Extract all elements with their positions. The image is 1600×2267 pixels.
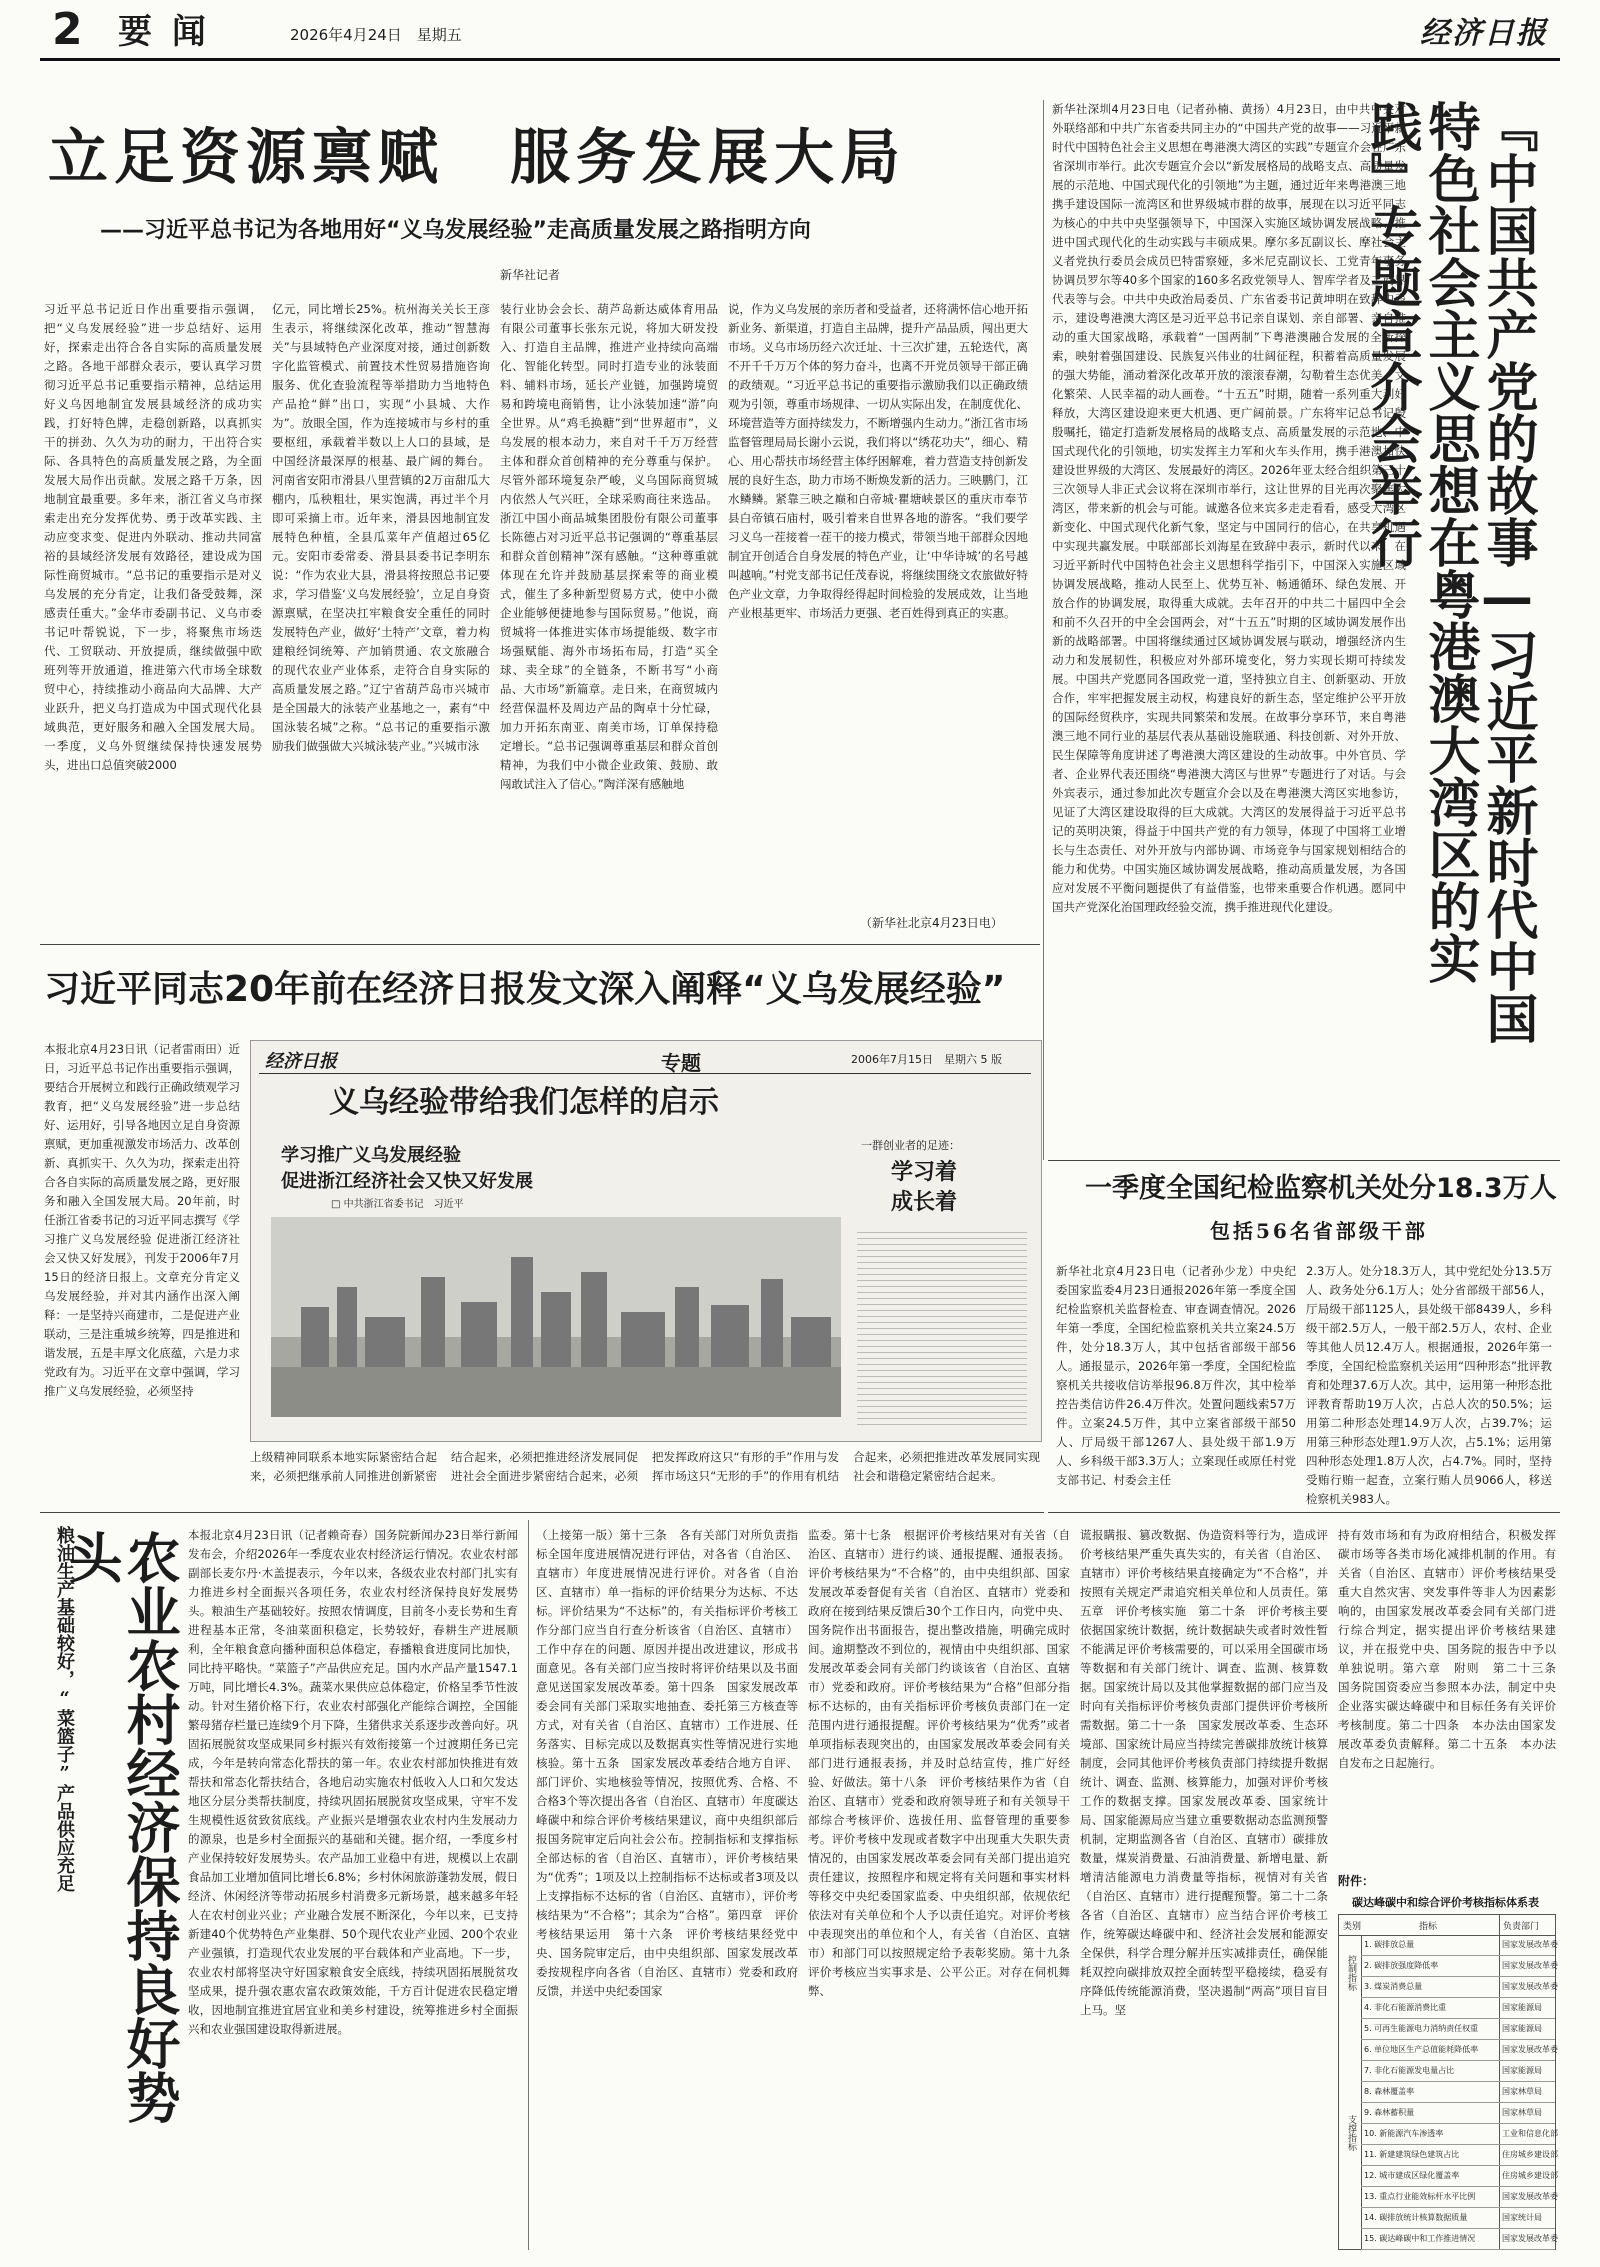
annex-indicator-cell: 5. 可再生能源电力消纳责任权重 — [1364, 2024, 1479, 2033]
clipping-article-title-1: 学习推广义乌发展经验 — [281, 1145, 461, 1166]
agri-headline: 农业农村经济保持良好势头 — [60, 1530, 181, 2124]
clipping-side-title-2: 成长着 — [891, 1190, 958, 1215]
masthead-rule — [40, 58, 1560, 61]
annex-row — [1361, 1977, 1558, 1998]
annex-department-cell: 国家林草局 — [1502, 2087, 1542, 2096]
annex-department-cell: 住房城乡建设部 — [1502, 2150, 1558, 2159]
issue-date: 2026年4月24日 星期五 — [290, 26, 462, 44]
annex-group-control: 控制指标 — [1346, 1955, 1356, 1991]
lead-headline: 立足资源禀赋 服务发展大局 — [48, 123, 906, 193]
annex-indicator-cell: 14. 碳排放统计核算数据质量 — [1364, 2213, 1468, 2222]
discipline-subheadline: 包括56名省部级干部 — [1210, 1219, 1428, 1243]
clipping-paper-name: 经济日报 — [265, 1051, 337, 1072]
discipline-column-1: 新华社北京4月23日电（记者孙少龙）中央纪委国家监委4月23日通报2026年第一季度全国纪检监察机关监督检查、审查调查情况。2026年第一季度，全国纪检监察机关共立案24.5万件，处分18.3万人，其中包括省部级干部56人。通报显示，2026年第一季度，全国纪检监察机关共接收信访举报96.8万件次，其中检举控告类信访件26.4万件次。处置问题线索57万件。立案24.5万件，其中立案省部级干部50人、厅局级干部1267人、县处级干部1.9万人、乡科级干部3.3万人；立案现任或原任村党支部书记、村委会主任 — [1056, 1264, 1296, 1487]
lead-byline: 新华社记者 — [500, 268, 561, 282]
annex-department-cell: 国家发展改革委 — [1502, 2045, 1558, 2054]
clipping-date: 2006年7月15日 星期六 5 版 — [851, 1053, 1002, 1066]
annex-row — [1361, 2145, 1558, 2166]
annex-head-indicator: 指标 — [1419, 1922, 1438, 1932]
page-number: 2 — [52, 4, 83, 55]
annex-row — [1361, 2166, 1558, 2187]
clipping-headline: 义乌经验带给我们怎样的启示 — [329, 1085, 719, 1120]
annex-indicator-cell: 4. 非化石能源消费比重 — [1364, 2003, 1447, 2012]
annex-row — [1361, 2040, 1558, 2061]
annex-indicator-cell: 7. 非化石能源发电量占比 — [1364, 2066, 1455, 2075]
annex-row — [1361, 2208, 1555, 2229]
feature-vertical-title: 『中国共产党的故事—习近平新时代中国特色社会主义思想在粤港澳大湾区的实践』专题宣介会举行 — [1361, 100, 1537, 1044]
annex-department-cell: 住房城乡建设部 — [1502, 2171, 1558, 2180]
annex-department-cell: 国家能源局 — [1502, 2024, 1542, 2033]
annex-indicator-cell: 3. 煤炭消费总量 — [1364, 1982, 1423, 1991]
second-story-bottom-text: 上级精神同联系本地实际紧密结合起来，必须把继承前人同推进创新紧密结合起来，必须把推进经济发展同促进社会全面进步紧密结合起来，必须把发挥政府这只“有形的手”作用与发挥市场这只“无形的手”的作用有机结合起来，必须把推进改革发展同实现社会和谐稳定紧密结合起来。 — [250, 1450, 1040, 1483]
annex-head-category: 类别 — [1343, 1922, 1362, 1932]
paper-logo: 经济日报 — [1420, 16, 1548, 51]
annex-table — [1338, 1914, 1556, 2250]
annex-department-cell: 国家林草局 — [1502, 2108, 1542, 2117]
annex-row — [1361, 2103, 1555, 2124]
annex-head-department: 负责部门 — [1503, 1922, 1540, 1932]
lead-subheadline: ——习近平总书记为各地用好“义乌发展经验”走高质量发展之路指明方向 — [100, 218, 811, 243]
clipping-article-title-2: 促进浙江经济社会又快又好发展 — [281, 1171, 533, 1192]
regulation-column-2: 监委。第十七条 根据评价考核结果对有关省（自治区、直辖市）进行约谈、通报提醒、通报表扬。评价考核结果为“不合格”的，由中央组织部、国家发展改革委督促有关省（自治区、直辖市）党委和政府在接到结果反馈后30个工作日内，向党中央、国务院作出书面报告，提出整改措施，明确完成时间。逾期整改不到位的，视情由中央组织部、国家发展改革委会同有关部门约谈该省（自治区、直辖市）党委和政府。评价考核结果为“合格”但部分指标不达标的，由有关指标评价考核负责部门在一定范围内进行通报提醒。评价考核结果为“优秀”或者单项指标表现突出的，由国家发展改革委会同有关部门进行通报表扬，并及时总结宣传，推广好经验、好做法。第十八条 评价考核结果作为省（自治区、直辖市）党委和政府领导班子和有关领导干部综合考核评价、选拔任用、监督管理的重要参考。评价考核中发现或者数字中出现重大失职失责情况的，由国家发展改革委会同有关部门提出追究责任建议，按照程序和规定将有关问题和事实材料等移交中央纪委国家监委、中央组织部，依规依纪依法对有关单位和个人予以责任追究。对评价考核中表现突出的单位和个人，有关省（自治区、直辖市）和部门可以按照规定给予表彰奖励。第十九条 评价考核应当实事求是、公平公正。对存在伺机舞弊、 — [808, 1528, 1082, 1998]
lead-column-4: 说，作为义乌发展的亲历者和受益者，还将满怀信心地开拓新业务、新渠道，打造自主品牌，提升产品品质，闯出更大市场。义乌市场历经六次迁址、十三次扩建，五轮迭代，离不开千千万万个体的努力奋斗，也离不开党员领导干部正确的政绩观。“习近平总书记的重要指示激励我们以正确政绩观为引领，尊重市场规律、一切从实际出发，在制度优化、环境营造等方面持续发力，不断增强内生动力。”浙江省市场监督管理局局长谢小云说，我们将以“绣花功夫”，细心、精心、用心帮扶市场经营主体纾困解难，着力营造支持创新发展的良好生态，助力市场不断焕发新的活力。三映鹏门，江水鳞鳞。紧靠三映之巅和白帝城·瞿塘峡景区的重庆市奉节县白帝镇石庙村，吸引着来自世界各地的游客。“我们要学习义乌一茬接着一茬干的接力模式，带领当地干部群众因地制宜开创适合自身发展的特色产业，让‘中华诗城’的名号越叫越响。”村党支部书记任茂春说，将继续围绕文农旅做好特色产业文章，力争取得经得起时间检验的发展成效，让当地产业根基更牢、市场活力更强、老百姓得到真正的实惠。 — [728, 302, 1028, 620]
second-headline: 习近平同志20年前在经济日报发文深入阐释“义乌发展经验” — [44, 969, 1006, 1010]
clipping-side-text — [857, 1227, 1027, 1427]
annex-indicator-cell: 15. 碳达峰碳中和工作推进情况 — [1364, 2234, 1476, 2243]
clipping-article-byline: □ 中共浙江省委书记 习近平 — [331, 1199, 464, 1210]
discipline-headline: 一季度全国纪检监察机关处分18.3万人 — [1085, 1173, 1557, 1204]
annex-indicator-cell: 6. 单位地区生产总值能耗降低率 — [1364, 2045, 1479, 2054]
annex-indicator-cell: 8. 森林覆盖率 — [1364, 2087, 1415, 2096]
annex-group-support: 支撑指标 — [1346, 2115, 1356, 2151]
annex-row — [1361, 1956, 1558, 1977]
lead-column-1: 习近平总书记近日作出重要指示强调，把“义乌发展经验”进一步总结好、运用好，探索走出符合各自实际的高质量发展之路。各地干部群众表示，要认真学习贯彻习近平总书记重要指示精神，总结运用好义乌因地制宜发展县域经济的成功实践，打好特色牌，走稳创新路，以真抓实干的拼劲、久久为功的耐力，干出符合实际、各具特色的高质量发展之路，为全面发展大局作出贡献。发展之路千万条，因地制宜最重要。多年来，浙江省义乌市探索走出充分发挥优势、勇于改革实践、主动应变求变、促进内外联动、推动共同富裕的县域经济发展有效路径，建设成为国际性商贸城市。“总书记的重要指示是对义乌发展的充分肯定，让我们备受鼓舞，深感责任重大。”金华市委副书记、义乌市委书记叶帮锐说，下一步，将聚焦市场迭代、工贸联动、开放提质，继续做强中欧班列等开放通道，推进第六代市场全球数贸中心，持续推动小商品向大品牌、大产业跃升，把义乌打造成为中国式现代化县域典范，更好服务和融入全国发展大局。一季度，义乌外贸继续保持快速发展势头，进出口总值突破2000 — [44, 302, 262, 772]
annex-title: 碳达峰碳中和综合评价考核指标体系表 — [1352, 1896, 1539, 1909]
annex-department-cell: 国家统计局 — [1502, 2213, 1542, 2222]
annex-department-cell: 国家能源局 — [1502, 2003, 1542, 2012]
clipping-city-photo — [271, 1217, 841, 1417]
annex-indicator-cell: 1. 碳排放总量 — [1364, 1940, 1415, 1949]
agri-kicker: 粮油生产基础较好，“菜篮子”产品供应充足 — [54, 1526, 75, 1892]
clipping-section: 专题 — [661, 1051, 701, 1075]
section-label: 要 闻 — [118, 12, 210, 52]
annex-row — [1361, 2019, 1555, 2040]
annex-row — [1361, 1935, 1558, 1956]
annex-label: 附件： — [1338, 1874, 1375, 1888]
lead-column-3: 装行业协会会长、葫芦岛新达威体育用品有限公司董事长张东元说，将加大研发投入、打造自主品牌，推进产业持续向高端化、智能化转型。同时打造专业的泳装面料、辅料市场，延长产业链，加强跨境贸易和跨境电商销售，让小泳装加速“游”向全世界。从“鸡毛换糖”到“世界超市”，义乌发展的根本动力，来自对千千万万经营主体和群众首创精神的充分尊重与保护。尽管外部环境复杂严峻，义乌国际商贸城内依然人气兴旺，全球采购商往来选品。浙江中国小商品城集团股份有限公司董事长陈德占对习近平总书记强调的“尊重基层和群众首创精神”深有感触。“这种尊重就体现在允许并鼓励基层探索等的商业模式，催生了多种新型贸易方式，使中小微企业能够便捷地参与国际贸易。”他说，商贸城将一体推进实体市场提能级、数字市场强赋能、海外市场拓布局，打造“买全球、卖全球”的全链条，不断书写“小商品、大市场”新篇章。走日来，在商贸城内经营保温杯及周边产品的陶卓十分忙碌，加力开拓东南亚、南美市场，订单保持稳定增长。“总书记强调尊重基层和群众首创精神，为我们中小微企业政策、鼓励、敢闯敢试注入了信心。”陶洋深有感触地 — [500, 302, 718, 791]
annex-department-cell: 国家发展改革委 — [1502, 1961, 1558, 1970]
annex-department-cell: 国家能源局 — [1502, 2066, 1542, 2075]
regulation-column-4: 持有效市场和有为政府相结合，积极发挥碳市场等各类市场化减排机制的作用。有关省（自治区、直辖市）评价考核结果受重大自然灾害、突发事件等非人为因素影响的，由国家发展改革委会同有关部门进行综合判定，据实提出评价考核结果建议，并在报党中央、国务院的报告中予以单独说明。第六章 附则 第二十三条 国务院国资委应当参照本办法，制定中央企业落实碳达峰碳中和目标任务有关评价考核制度。第二十四条 本办法由国家发展改革委负责解释。第二十五条 本办法自发布之日起施行。 — [1338, 1528, 1568, 1770]
annex-indicator-cell: 11. 新建建筑绿色建筑占比 — [1364, 2150, 1460, 2159]
feature-text: 新华社深圳4月23日电（记者孙楠、黄扬）4月23日，由中共中央对外联络部和中共广东省委共同主办的“中国共产党的故事——习近平新时代中国特色社会主义思想在粤港澳大湾区的实践”专题宣介会在广东省深圳市举行。此次专题宣介会以“新发展格局的战略支点、高质量发展的示范地、中国式现代化的引领地”为主题，通过近年来粤港澳三地携手建设国际一流湾区和世界级城市群的故事，展现在以习近平同志为核心的中共中央坚强领导下，中国深入实施区域协调发展战略、推进中国式现代化的生动实践与丰硕成果。摩尔多瓦副议长、摩社会主义者党执行委员会成员巴特雷察娅，多米尼克副议长、工党青年事务协调员罗尔等40多个国家的160多名政党领导人、智库学者及工商界代表等与会。中共中央政治局委员、广东省委书记黄坤明在致辞中表示，建设粤港澳大湾区是习近平总书记亲自谋划、亲自部署、亲自推动的重大国家战略，承载着“一国两制”下粤港澳融合发展的全新探索，映射着强国建设、民族复兴伟业的壮阔征程，积蓄着高质量发展的强大势能，涌动着深化改革开放的滚滚春潮，勾勒着生态优美、文化繁荣、人民幸福的动人画卷。“十五五”时期，随着一系列重大利好释放，大湾区建设迎来更大机遇、更广阔前景。广东将牢记总书记殷殷嘱托，锚定打造新发展格局的战略支点、高质量发展的示范地、中国式现代化的引领地，切实发挥主力军和火车头作用，携手港澳加快建设世界级的大湾区、发展最好的湾区。2026年亚太经合组织第三十三次领导人非正式会议将在深圳市举行，这让世界的目光再次聚焦大湾区，带来新的机会与可能。诚邀各位来宾多走走看看，感受大湾区新变化、中国式现代化新气象，坚定与中国同行的信心，在共享机遇中实现共赢发展。中联部部长刘海星在致辞中表示，新时代以来，在习近平新时代中国特色社会主义思想科学指引下，中国深入实施区域协调发展战略，推动人民至上、优势互补、畅通循环、绿色发展、开放合作的协调发展，取得重大成就。去年召开的中共二十届四中全会和前不久召开的中全会国两会，对“十五五”时期的区域协调发展作出新的战略部署。中国将继续通过区域协调发展与联动，增强经济内生动力和发展韧性，积极应对外部环境变化，努力实现长期可持续发展。中国共产党愿同各国政党一道，坚持独立自主、创新驱动、开放合作，牢牢把握发展主动权，构建良好的新生态，坚定维护公平开放的国际经贸秩序，实现共同繁荣和发展。在故事分享环节，来自粤港澳三地不同行业的基层代表从基础设施联通、科技创新、对外开放、民生保障等角度讲述了粤港澳大湾区建设的生动故事。中外官员、学者、企业界代表还围绕“粤港澳大湾区与世界”专题进行了对话。与会外宾表示，通过参加此次专题宣介会以及在粤港澳大湾区实地参访，见证了大湾区建设取得的巨大成就。大湾区的发展得益于习近平总书记的英明决策，得益于中国共产党的有力领导，体现了中国将工业增长与生态责任、对外开放与内部协调、市场竞争与国家规划相结合的能力和优势。中国实施区域协调发展战略，推动高质量发展，为各国应对发展不平衡问题提供了有益借鉴，也带来重要合作机遇。愿同中国共产党深化治国理政经验交流，携手推进现代化建设。 — [1052, 102, 1406, 914]
archive-clipping — [250, 1040, 1042, 1442]
regulation-column-1: （上接第一版）第十三条 各有关部门对所负责指标全国年度进展情况进行评估，对各省（自治区、直辖市）年度进展情况进行评价。对各省（自治区、直辖市）单一指标的评价结果分为达标、不达标。评价结果为“不达标”的，有关指标评价考核工作分部门应当自行查分析该省（自治区、直辖市）工作中存在的问题、原因并提出改进建议，形成书面意见。各有关部门应当按时将评价结果以及书面意见送国家发展改革委。第十四条 国家发展改革委会同有关部门采取实地抽查、委托第三方核查等方式，对有关省（自治区、直辖市）工作进展、任务落实、目标完成以及数据真实性等情况进行实地核验。第十五条 国家发展改革委结合地方自评、部门评价、实地核验等情况，按照优秀、合格、不合格3个等次提出各省（自治区、直辖市）年度碳达峰碳中和综合评价考核结果建议，商中央组织部后报国务院审定后向社会公布。控制指标和支撑指标全部达标的省（自治区、直辖市），评价考核结果为“优秀”；1项及以上控制指标不达标或者3项及以上支撑指标不达标的省（自治区、直辖市），评价考核结果为“不合格”；其余为“合格”。第四章 评价考核结果运用 第十六条 评价考核结果经党中央、国务院审定后，由中央组织部、国家发展改革委按规程序向各省（自治区、直辖市）党委和政府反馈，并送中央纪委国家 — [536, 1528, 798, 1998]
annex-row — [1361, 2124, 1558, 2145]
annex-row — [1361, 2187, 1558, 2208]
annex-department-cell: 国家发展改革委 — [1502, 2234, 1558, 2243]
lead-dateline: （新华社北京4月23日电） — [860, 916, 1003, 930]
agri-story-text: 本报北京4月23日讯（记者赖奇春）国务院新闻办23日举行新闻发布会，介绍2026年一季度农业农村经济运行情况。农业农村部副部长麦尔丹·木盖提表示，今年以来，各级农业农村部门扎实有力推进乡村全面振兴各项任务，农业农村经济保持良好发展势头。粮油生产基础较好。按照农情调度，目前冬小麦长势和生育进程基本正常，冬油菜面积稳定，长势较好，春耕生产进展顺利，全年粮食意向播种面积总体稳定，春播粮食进度同比加快，同比持平略快。“菜篮子”产品供应充足。国内水产品产量1547.1万吨，同比增长4.3%。蔬菜水果供应总体稳定，价格呈季节性波动。针对生猪价格下行，农业农村部强化产能综合调控，全国能繁母猪存栏量已连续9个月下降，生猪供求关系逐步改善向好。巩固拓展脱贫攻坚成果同乡村振兴有效衔接第一个过渡期任务已完成，今年是转向常态化帮扶的第一年。农业农村部加快推进有效帮扶和常态化帮扶结合，各地启动实施农村低收入人口和欠发达地区分层分类帮扶制度，持续巩固拓展脱贫攻坚成果，守牢不发生规模性返贫致贫底线。产业振兴是增强农业农村内生发展动力的源泉，也是乡村全面振兴的基础和关键。据介绍，一季度乡村产业保持较好发展势头。农产品加工业稳中有进，规模以上农副食品加工业增加值同比增长6.8%；乡村休闲旅游蓬勃发展，假日经济、休闲经济等带动拓展乡村消费多元新场景，越来越多年轻人在农村创业兴业；产业融合发展不断深化，今年以来，已支持新建40个优势特色产业集群、50个现代农业产业园、200个农业产业强镇，打造现代农业发展的平台载体和产业高地。下一步，农业农村部将坚决守好国家粮食安全底线，持续巩固拓展脱贫攻坚成果，提升强农惠农富农政策效能，千方百计促进农民稳定增收，因地制宜推进宜居宜业和美乡村建设，统筹推进乡村全面振兴和农业强国建设取得新进展。 — [188, 1528, 518, 2036]
annex-row — [1361, 2229, 1558, 2250]
annex-department-cell: 国家发展改革委 — [1502, 1982, 1558, 1991]
clipping-side-kicker: 一群创业者的足迹： — [861, 1139, 960, 1152]
annex-row — [1361, 1998, 1555, 2019]
clipping-side-title-1: 学习着 — [891, 1160, 958, 1185]
annex-indicator-cell: 9. 森林蓄积量 — [1364, 2108, 1415, 2117]
annex-row — [1361, 2061, 1555, 2082]
annex-department-cell: 国家发展改革委 — [1502, 2192, 1558, 2201]
agri-story-overflow — [44, 2140, 184, 2240]
annex-indicator-cell: 10. 新能源汽车渗透率 — [1364, 2129, 1444, 2138]
annex-row — [1361, 2082, 1555, 2103]
annex-indicator-cell: 12. 城市建成区绿化覆盖率 — [1364, 2171, 1460, 2180]
annex-indicator-cell: 13. 重点行业能效标杆水平比例 — [1364, 2192, 1476, 2201]
annex-indicator-cell: 2. 碳排放强度降低率 — [1364, 1961, 1439, 1970]
lead-column-2: 亿元，同比增长25%。杭州海关关长王彦生表示，将继续深化改革，推动“智慧海关”与县域特色产业深度对接，通过创新数字化监管模式、前置技术性贸易措施咨询服务、优化查验流程等举措助力当地特色产品抢“鲜”出口，实现“小县城、大作为”。放眼全国，作为连接城市与乡村的重要枢纽，承载着半数以上人口的县域，是中国经济最深厚的根基、最广阔的舞台。河南省安阳市滑县八里营镇的2万亩甜瓜大棚内，瓜秧粗壮，果实饱满，再过半个月即可采摘上市。近年来，滑县因地制宜发展特色种植，全县瓜菜年产值超过65亿元。安阳市委常委、滑县县委书记李明东说：“作为农业大县，滑县将按照总书记要求，学习借鉴‘义乌发展经验’，立足自身资源禀赋，在坚决扛牢粮食安全重任的同时发展特色产业，做好‘土特产’文章，着力构建粮经饲统筹、产加销贯通、农文旅融合的现代农业产业体系，走符合自身实际的高质量发展之路。”辽宁省葫芦岛市兴城市是全国最大的泳装产业基地之一，素有“中国泳装名城”之称。“总书记的重要指示激励我们做强做大兴城泳装产业。”兴城市泳 — [272, 302, 490, 753]
annex-department-cell: 工业和信息化部 — [1502, 2129, 1558, 2138]
discipline-column-2: 2.3万人。处分18.3万人，其中党纪处分13.5万人、政务处分6.1万人；处分省部级干部56人，厅局级干部1125人，县处级干部8439人，乡科级干部2.5万人，一般干部2.5万人，农村、企业等其他人员12.4万人。根据通报，2026年第一季度，全国纪检监察机关运用“四种形态”批评教育和处理37.6万人次。其中，运用第一种形态批评教育帮助19万人次，占总人次的50.5%；运用第二种形态处理14.9万人次，占39.7%；运用第三种形态处理1.9万人次，占5.1%；运用第四种形态处理1.8万人次，占4.7%。同时，坚持受贿行贿一起查，立案行贿人员9066人，移送检察机关983人。 — [1306, 1264, 1552, 1506]
annex-department-cell: 国家发展改革委 — [1502, 1940, 1558, 1949]
regulation-column-3: 谎报瞒报、篡改数据、伪造资料等行为，造成评价考核结果严重失真失实的，有关省（自治区、直辖市）评价考核结果直接确定为“不合格”，并按照有关规定严肃追究相关单位和人员责任。第五章 评价考核实施 第二十条 评价考核主要依据国家统计数据，统计数据缺失或者时效性暂不能满足评价考核需要的，可以采用全国碳市场等数据和有关部门统计、调查、监测、核算数据。国家统计局以及其他掌握数据的部门应当及时向有关指标评价考核负责部门提供评价考核所需数据。第二十一条 国家发展改革委、生态环境部、国家统计局应当持续完善碳排放统计核算制度，会同其他评价考核负责部门持续提升数据统计、调查、监测、核算能力，加强对评价考核工作的数据支撑。国家发展改革委、国家统计局、国家能源局应当建立重要数据动态监测预警机制，定期监测各省（自治区、直辖市）碳排放数量，煤炭消费量、石油消费量、新增电量、新增清洁能源电力消费量等指标，视情对有关省（自治区、直辖市）进行提醒预警。第二十二条 各省（自治区、直辖市）应当结合评价考核工作，统筹碳达峰碳中和、经济社会发展和能源安全保供，科学合理分解并压实减排责任，确保能耗双控向碳排放双控全面转型平稳接续，稳妥有序降低传统能源消费，坚决遏制“两高”项目盲目上马。坚 — [1080, 1528, 1340, 2017]
second-story-text: 本报北京4月23日讯（记者雷雨田）近日，习近平总书记作出重要指示强调，要结合开展树立和践行正确政绩观学习教育，把“义乌发展经验”进一步总结好、运用好，引导各地因立足自身资源禀赋，更加重视激发市场活力、改革创新、真抓实干、久久为功，探索走出符合各自实际的高质量发展之路，更好服务和融入全国发展大局。20年前，时任浙江省委书记的习近平同志撰写《学习推广义乌发展经验 促进浙江经济社会又快又好发展》，刊发于2006年7月15日的经济日报上。文章充分肯定义乌发展经验，并对其内涵作出深入阐释：一是坚持兴商建市，二是促进产业联动，三是注重城乡统筹，四是推进和谐发展，五是丰厚文化底蕴，六是力求党政有为。习近平在文章中强调，学习推广义乌发展经验，必须坚持 — [44, 1042, 240, 1398]
